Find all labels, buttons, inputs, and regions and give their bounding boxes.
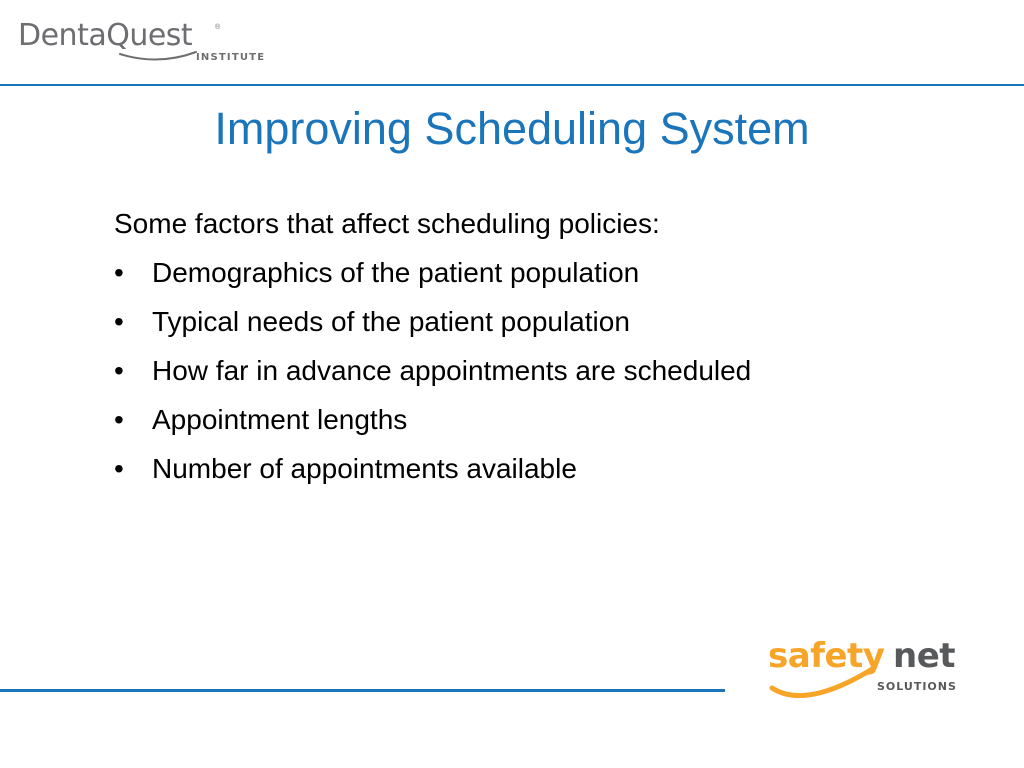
bullet-dot: • <box>114 257 124 288</box>
dentaquest-logo-institute: INSTITUTE <box>196 52 266 63</box>
bullet-text: Typical needs of the patient population <box>152 306 630 337</box>
safety-net-logo <box>766 636 966 708</box>
bullet-text: How far in advance appointments are scheduled <box>152 355 752 386</box>
safety-net-logo-word-net: net <box>893 636 956 676</box>
safety-net-arc-icon <box>766 666 878 706</box>
bullet-text: Demographics of the patient population <box>152 257 640 288</box>
bullet-text: Number of appointments available <box>152 453 577 484</box>
slide-title: Improving Scheduling System <box>214 103 810 154</box>
header-divider <box>0 84 1024 86</box>
bullet-dot: • <box>114 453 124 484</box>
footer-divider <box>0 689 725 692</box>
safety-net-logo-solutions: SOLUTIONS <box>877 680 957 693</box>
safety-net-logo-word-safety: safety <box>768 636 885 676</box>
dentaquest-logo-wordmark: DentaQuest <box>18 18 193 53</box>
bullet-dot: • <box>114 306 124 337</box>
bullet-dot: • <box>114 355 124 386</box>
dentaquest-logo <box>18 14 268 70</box>
intro-text: Some factors that affect scheduling policies: <box>114 208 660 239</box>
dentaquest-logo-trademark: ® <box>215 24 221 31</box>
bullet-dot: • <box>114 404 124 435</box>
bullet-text: Appointment lengths <box>152 404 408 435</box>
dentaquest-swoosh-icon <box>118 50 198 64</box>
